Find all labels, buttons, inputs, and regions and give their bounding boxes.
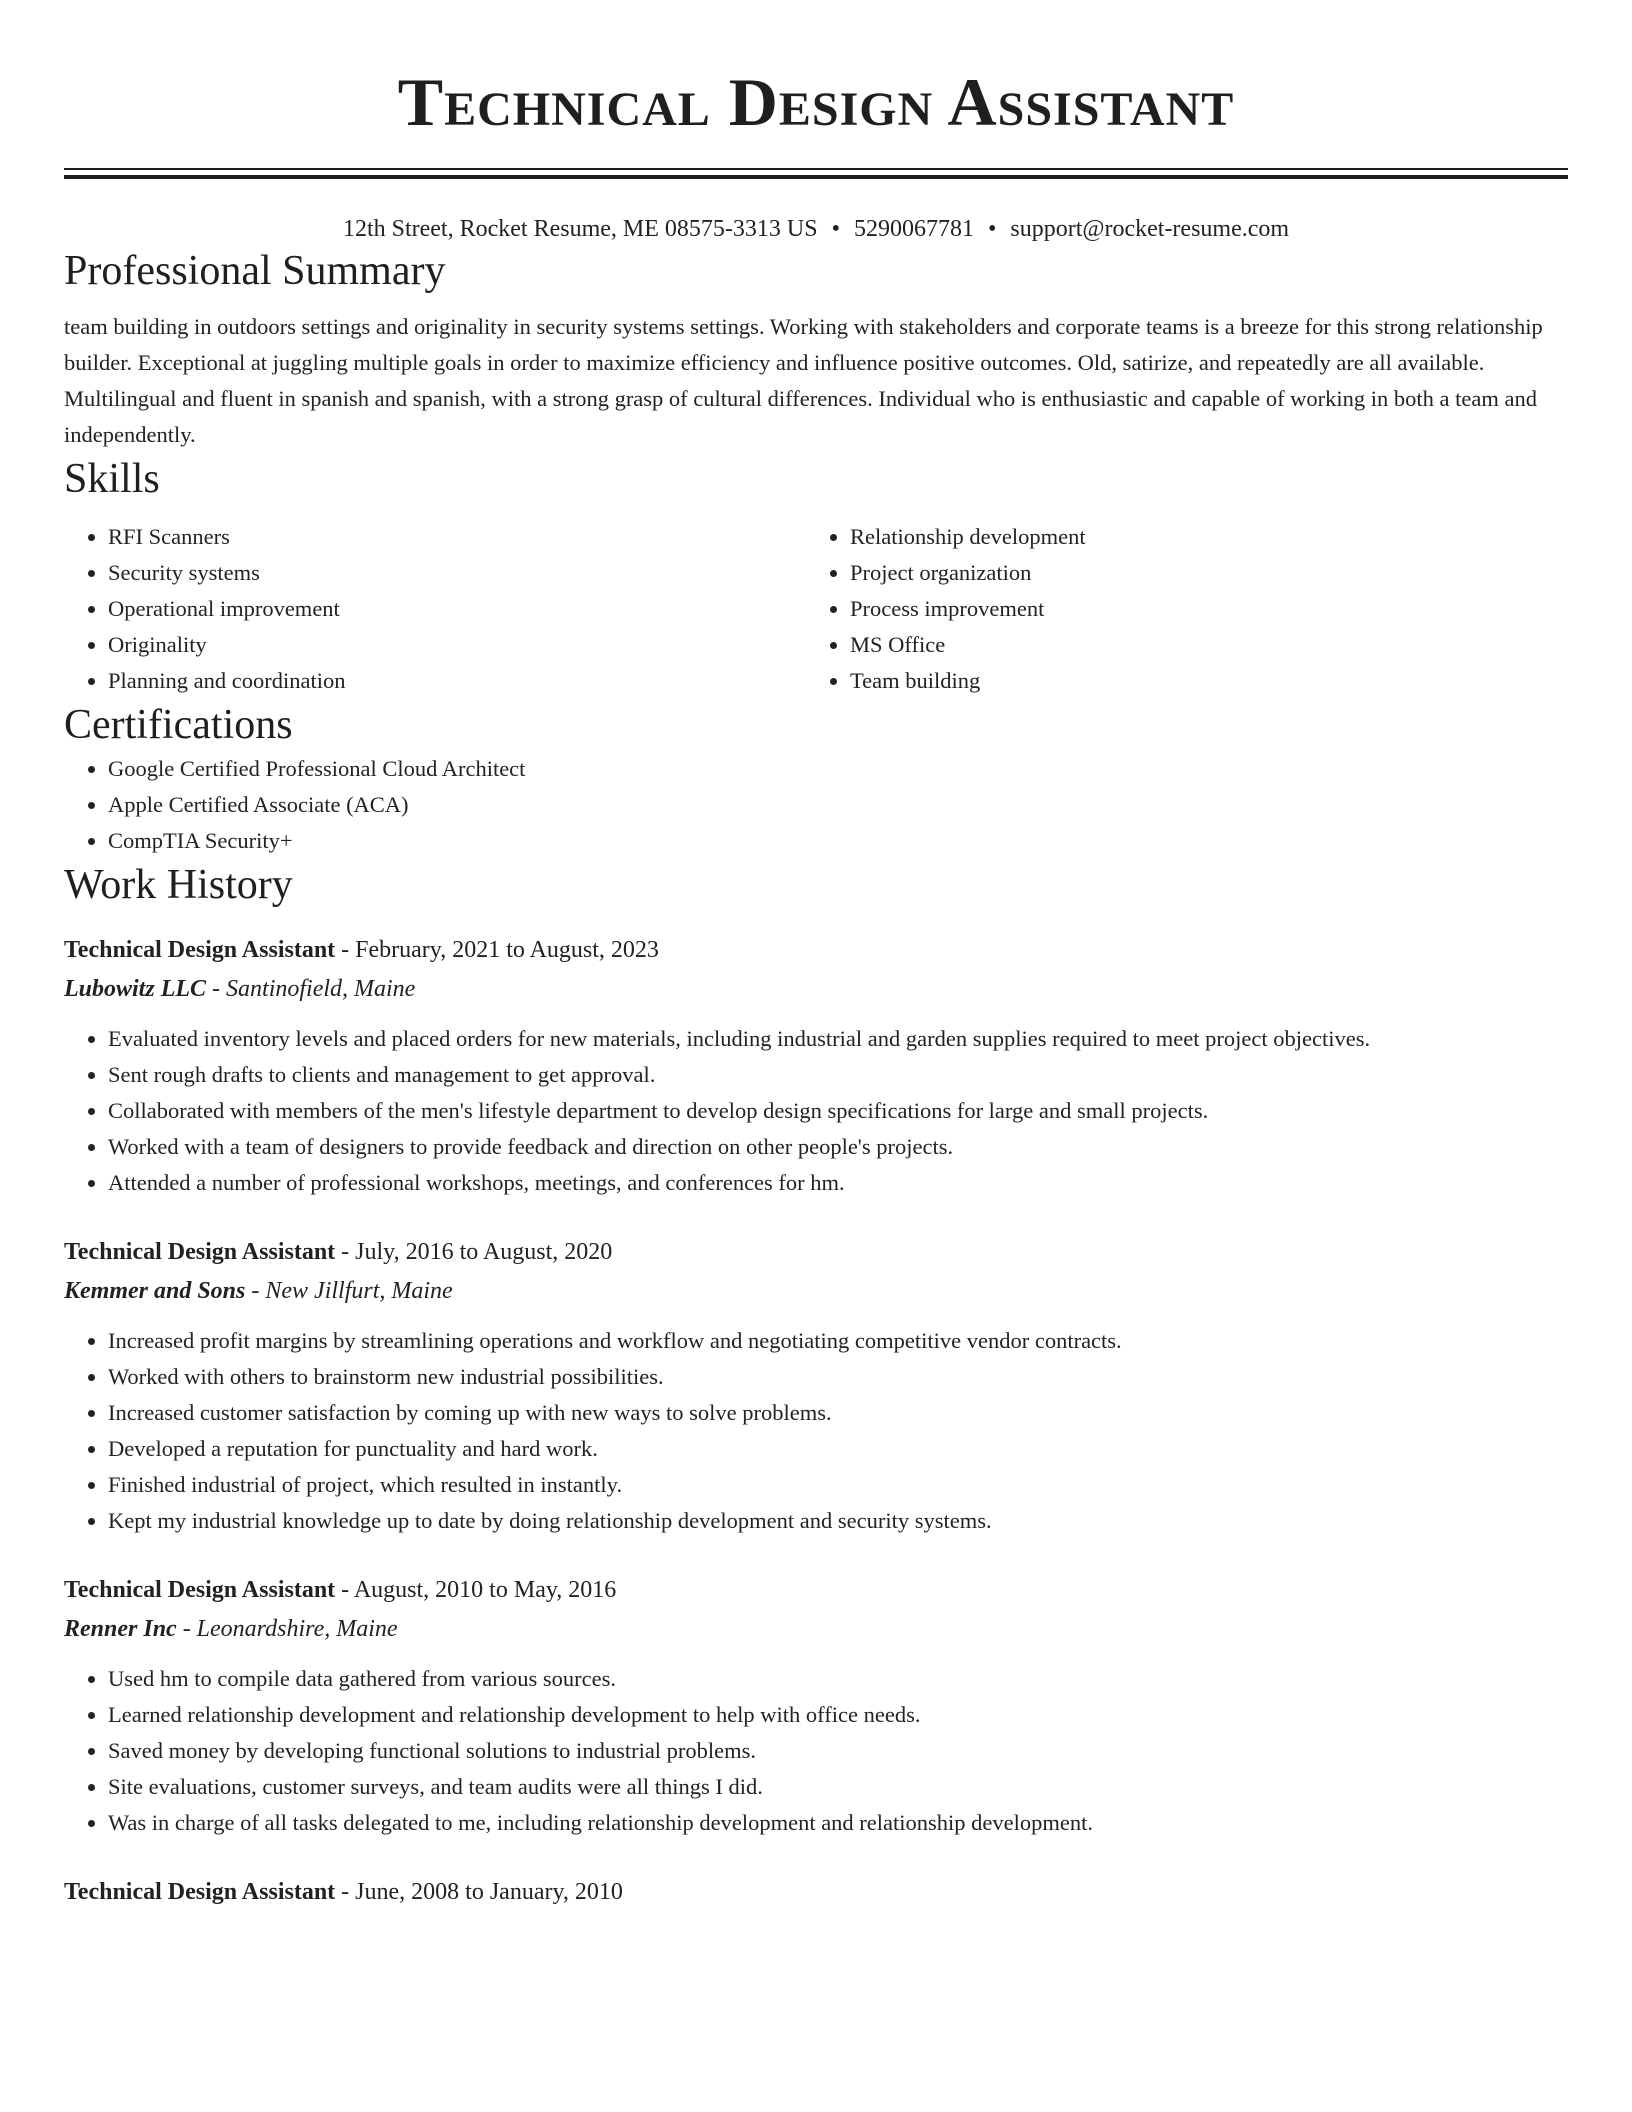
job-location: - New Jillfurt, Maine xyxy=(245,1278,453,1304)
skills-left-column xyxy=(64,519,806,699)
skills-heading: Skills xyxy=(64,456,160,502)
certification-item: • Google Certified Professional Cloud Architect xyxy=(108,751,1568,787)
job-entry xyxy=(64,1873,1568,1911)
job-company-line xyxy=(64,1609,1568,1649)
job-bullet: • Attended a number of professional workshops, meetings, and conferences for hm. xyxy=(108,1165,1568,1201)
job-title: Technical Design Assistant xyxy=(64,1239,336,1265)
header-rule xyxy=(64,168,1568,179)
job-bullets xyxy=(64,1021,1568,1201)
job-bullet: • Increased profit margins by streamlining operations and workflow and negotiating competitive vendor contracts. xyxy=(108,1323,1568,1359)
job-bullet: • Sent rough drafts to clients and management to get approval. xyxy=(108,1057,1568,1093)
job-company: Lubowitz LLC xyxy=(64,976,207,1002)
job-bullet: • Worked with a team of designers to provide feedback and direction on other people's projects. xyxy=(108,1129,1568,1165)
skill-item: • Project organization xyxy=(850,555,1548,591)
job-entry xyxy=(64,1571,1568,1841)
contact-address: 12th Street, Rocket Resume, ME 08575-3313 US xyxy=(342,216,818,242)
job-bullet: • Evaluated inventory levels and placed orders for new materials, including industrial and garden supplies required to meet project objectives. xyxy=(108,1021,1568,1057)
job-bullets xyxy=(64,1661,1568,1841)
skill-item: • Security systems xyxy=(108,555,806,591)
summary-heading: Professional Summary xyxy=(64,248,446,294)
job-location: - Santinofield, Maine xyxy=(206,976,416,1002)
job-bullet: • Collaborated with members of the men's lifestyle department to develop design specifications for large and small projects. xyxy=(108,1093,1568,1129)
skill-item: • Team building xyxy=(850,663,1548,699)
job-bullet: • Site evaluations, customer surveys, and team audits were all things I did. xyxy=(108,1769,1568,1805)
contact-email: support@rocket-resume.com xyxy=(1010,216,1290,242)
summary-text: team building in outdoors settings and originality in security systems settings. Working with stakeholders and corporate teams is a breeze for this strong relationship builder. Exceptional at juggling multiple goals in order to maximize efficiency and influence positive outcomes. Old, satirize, and repeatedly are all available. Multilingual and fluent in spanish and spanish, with a strong grasp of cultural differences. Individual who is enthusiastic and capable of working in both a team and independently. xyxy=(64,314,1543,447)
contact-separator: • xyxy=(831,216,840,242)
job-company: Kemmer and Sons xyxy=(64,1278,246,1304)
skill-item: • Process improvement xyxy=(850,591,1548,627)
job-dates: - February, 2021 to August, 2023 xyxy=(335,937,659,963)
job-title-line xyxy=(64,1233,1568,1271)
job-bullet: • Was in charge of all tasks delegated to me, including relationship development and relationship development. xyxy=(108,1805,1568,1841)
job-company: Renner Inc xyxy=(64,1616,177,1642)
certifications-heading: Certifications xyxy=(64,702,293,748)
skill-item: • Operational improvement xyxy=(108,591,806,627)
job-bullet: • Increased customer satisfaction by coming up with new ways to solve problems. xyxy=(108,1395,1568,1431)
job-title-line xyxy=(64,931,1568,969)
skills-list xyxy=(64,519,1568,699)
job-dates: - July, 2016 to August, 2020 xyxy=(335,1239,613,1265)
contact-separator: • xyxy=(987,216,997,242)
job-bullet: • Learned relationship development and relationship development to help with office needs. xyxy=(108,1697,1568,1733)
resume-name: Technical Design Assistant xyxy=(397,64,1235,140)
resume-page xyxy=(64,0,1568,2112)
skill-item: • Planning and coordination xyxy=(108,663,806,699)
job-bullet: • Saved money by developing functional solutions to industrial problems. xyxy=(108,1733,1568,1769)
skill-item: • Relationship development xyxy=(850,519,1548,555)
skill-item: • Originality xyxy=(108,627,806,663)
certification-item: • Apple Certified Associate (ACA) xyxy=(108,787,1568,823)
job-bullet: • Developed a reputation for punctuality and hard work. xyxy=(108,1431,1568,1467)
job-bullet: • Finished industrial of project, which resulted in instantly. xyxy=(108,1467,1568,1503)
job-bullet: • Kept my industrial knowledge up to date by doing relationship development and security systems. xyxy=(108,1503,1568,1539)
job-title: Technical Design Assistant xyxy=(64,1577,336,1603)
contact-line xyxy=(64,213,1568,245)
skills-right-column xyxy=(806,519,1548,699)
job-title: Technical Design Assistant xyxy=(64,937,336,963)
contact-phone: 5290067781 xyxy=(853,216,974,242)
job-bullet: • Worked with others to brainstorm new industrial possibilities. xyxy=(108,1359,1568,1395)
job-bullet: • Used hm to compile data gathered from various sources. xyxy=(108,1661,1568,1697)
job-company-line xyxy=(64,1271,1568,1311)
job-title-line xyxy=(64,1873,1568,1911)
job-title-line xyxy=(64,1571,1568,1609)
skill-item: • MS Office xyxy=(850,627,1548,663)
job-title: Technical Design Assistant xyxy=(64,1879,336,1905)
job-bullets xyxy=(64,1323,1568,1539)
skill-item: • RFI Scanners xyxy=(108,519,806,555)
job-location: - Leonardshire, Maine xyxy=(176,1616,398,1642)
job-entry xyxy=(64,931,1568,1201)
job-company-line xyxy=(64,969,1568,1009)
job-dates: - August, 2010 to May, 2016 xyxy=(335,1577,617,1603)
certifications-list xyxy=(64,751,1568,859)
job-dates: - June, 2008 to January, 2010 xyxy=(335,1879,623,1905)
job-entry xyxy=(64,1233,1568,1539)
certification-item: • CompTIA Security+ xyxy=(108,823,1568,859)
work-history-heading: Work History xyxy=(64,862,293,908)
